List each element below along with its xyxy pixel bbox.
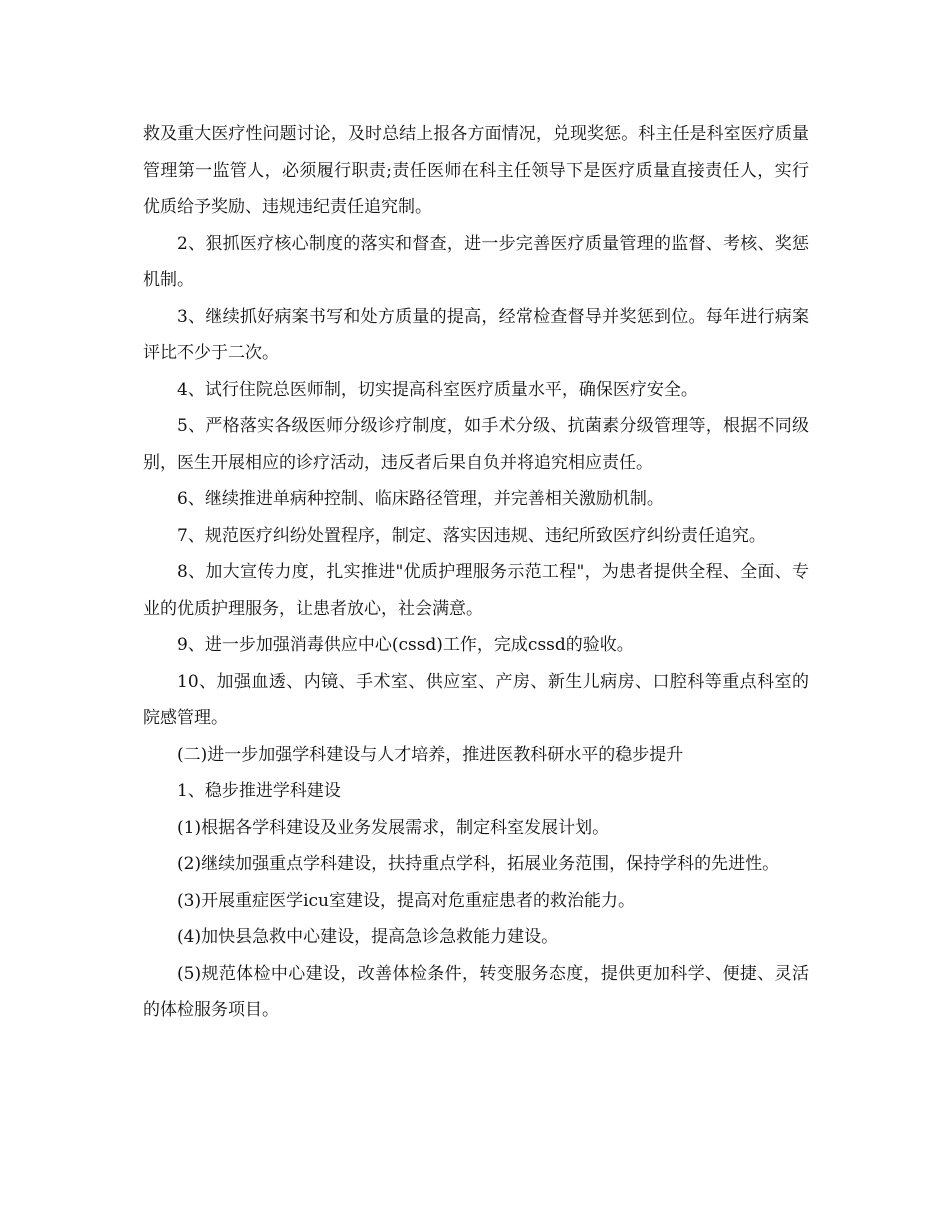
paragraph: 6、继续推进单病种控制、临床路径管理，并完善相关激励机制。: [177, 489, 664, 509]
paragraph: (1)根据各学科建设及业务发展需求，制定科室发展计划。: [177, 817, 610, 838]
document-page: [143, 116, 809, 1029]
paragraph: 4、试行住院总医师制，切实提高科室医疗质量水平，确保医疗安全。: [177, 379, 698, 400]
paragraph: 5、严格落实各级医师分级诊疗制度，如手术分级、抗菌素分级管理等，根据不同级别，医生开展相应的诊疗活动，违反者后果自负并将追究相应责任。: [143, 416, 809, 473]
paragraph: (2)继续加强重点学科建设，扶持重点学科，拓展业务范围，保持学科的先进性。: [177, 854, 780, 874]
paragraph: (5)规范体检中心建设，改善体检条件，转变服务态度，提供更加科学、便捷、灵活的体检服务项目。: [143, 963, 809, 1020]
section-heading: (二)进一步加强学科建设与人才培养，推进医教科研水平的稳步提升: [177, 744, 684, 765]
paragraph: 7、规范医疗纠纷处置程序，制定、落实因违规、违纪所致医疗纠纷责任追究。: [177, 525, 766, 546]
paragraph: (3)开展重症医学icu室建设，提高对危重症患者的救治能力。: [177, 890, 635, 911]
paragraph: 10、加强血透、内镜、手术室、供应室、产房、新生儿病房、口腔科等重点科室的院感管理。: [143, 671, 809, 728]
paragraph: 9、进一步加强消毒供应中心(cssd)工作，完成cssd的验收。: [177, 635, 634, 655]
subsection-heading: 1、稳步推进学科建设: [177, 781, 341, 801]
paragraph: 8、加大宣传力度，扎实推进"优质护理服务示范工程"，为患者提供全程、全面、专业的优质护理服务，让患者放心，社会满意。: [143, 562, 809, 619]
paragraph: (4)加快县急救中心建设，提高急诊急救能力建设。: [177, 927, 559, 947]
paragraph: 3、继续抓好病案书写和处方质量的提高，经常检查督导并奖惩到位。每年进行病案评比不少于二次。: [143, 306, 809, 363]
paragraph: 救及重大医疗性问题讨论，及时总结上报各方面情况，兑现奖惩。科主任是科室医疗质量管理第一监管人，必须履行职责;责任医师在科主任领导下是医疗质量直接责任人，实行优质给予奖励、违规违纪责任追究制。: [143, 124, 809, 217]
paragraph: 2、狠抓医疗核心制度的落实和督查，进一步完善医疗质量管理的监督、考核、奖惩机制。: [143, 233, 809, 290]
